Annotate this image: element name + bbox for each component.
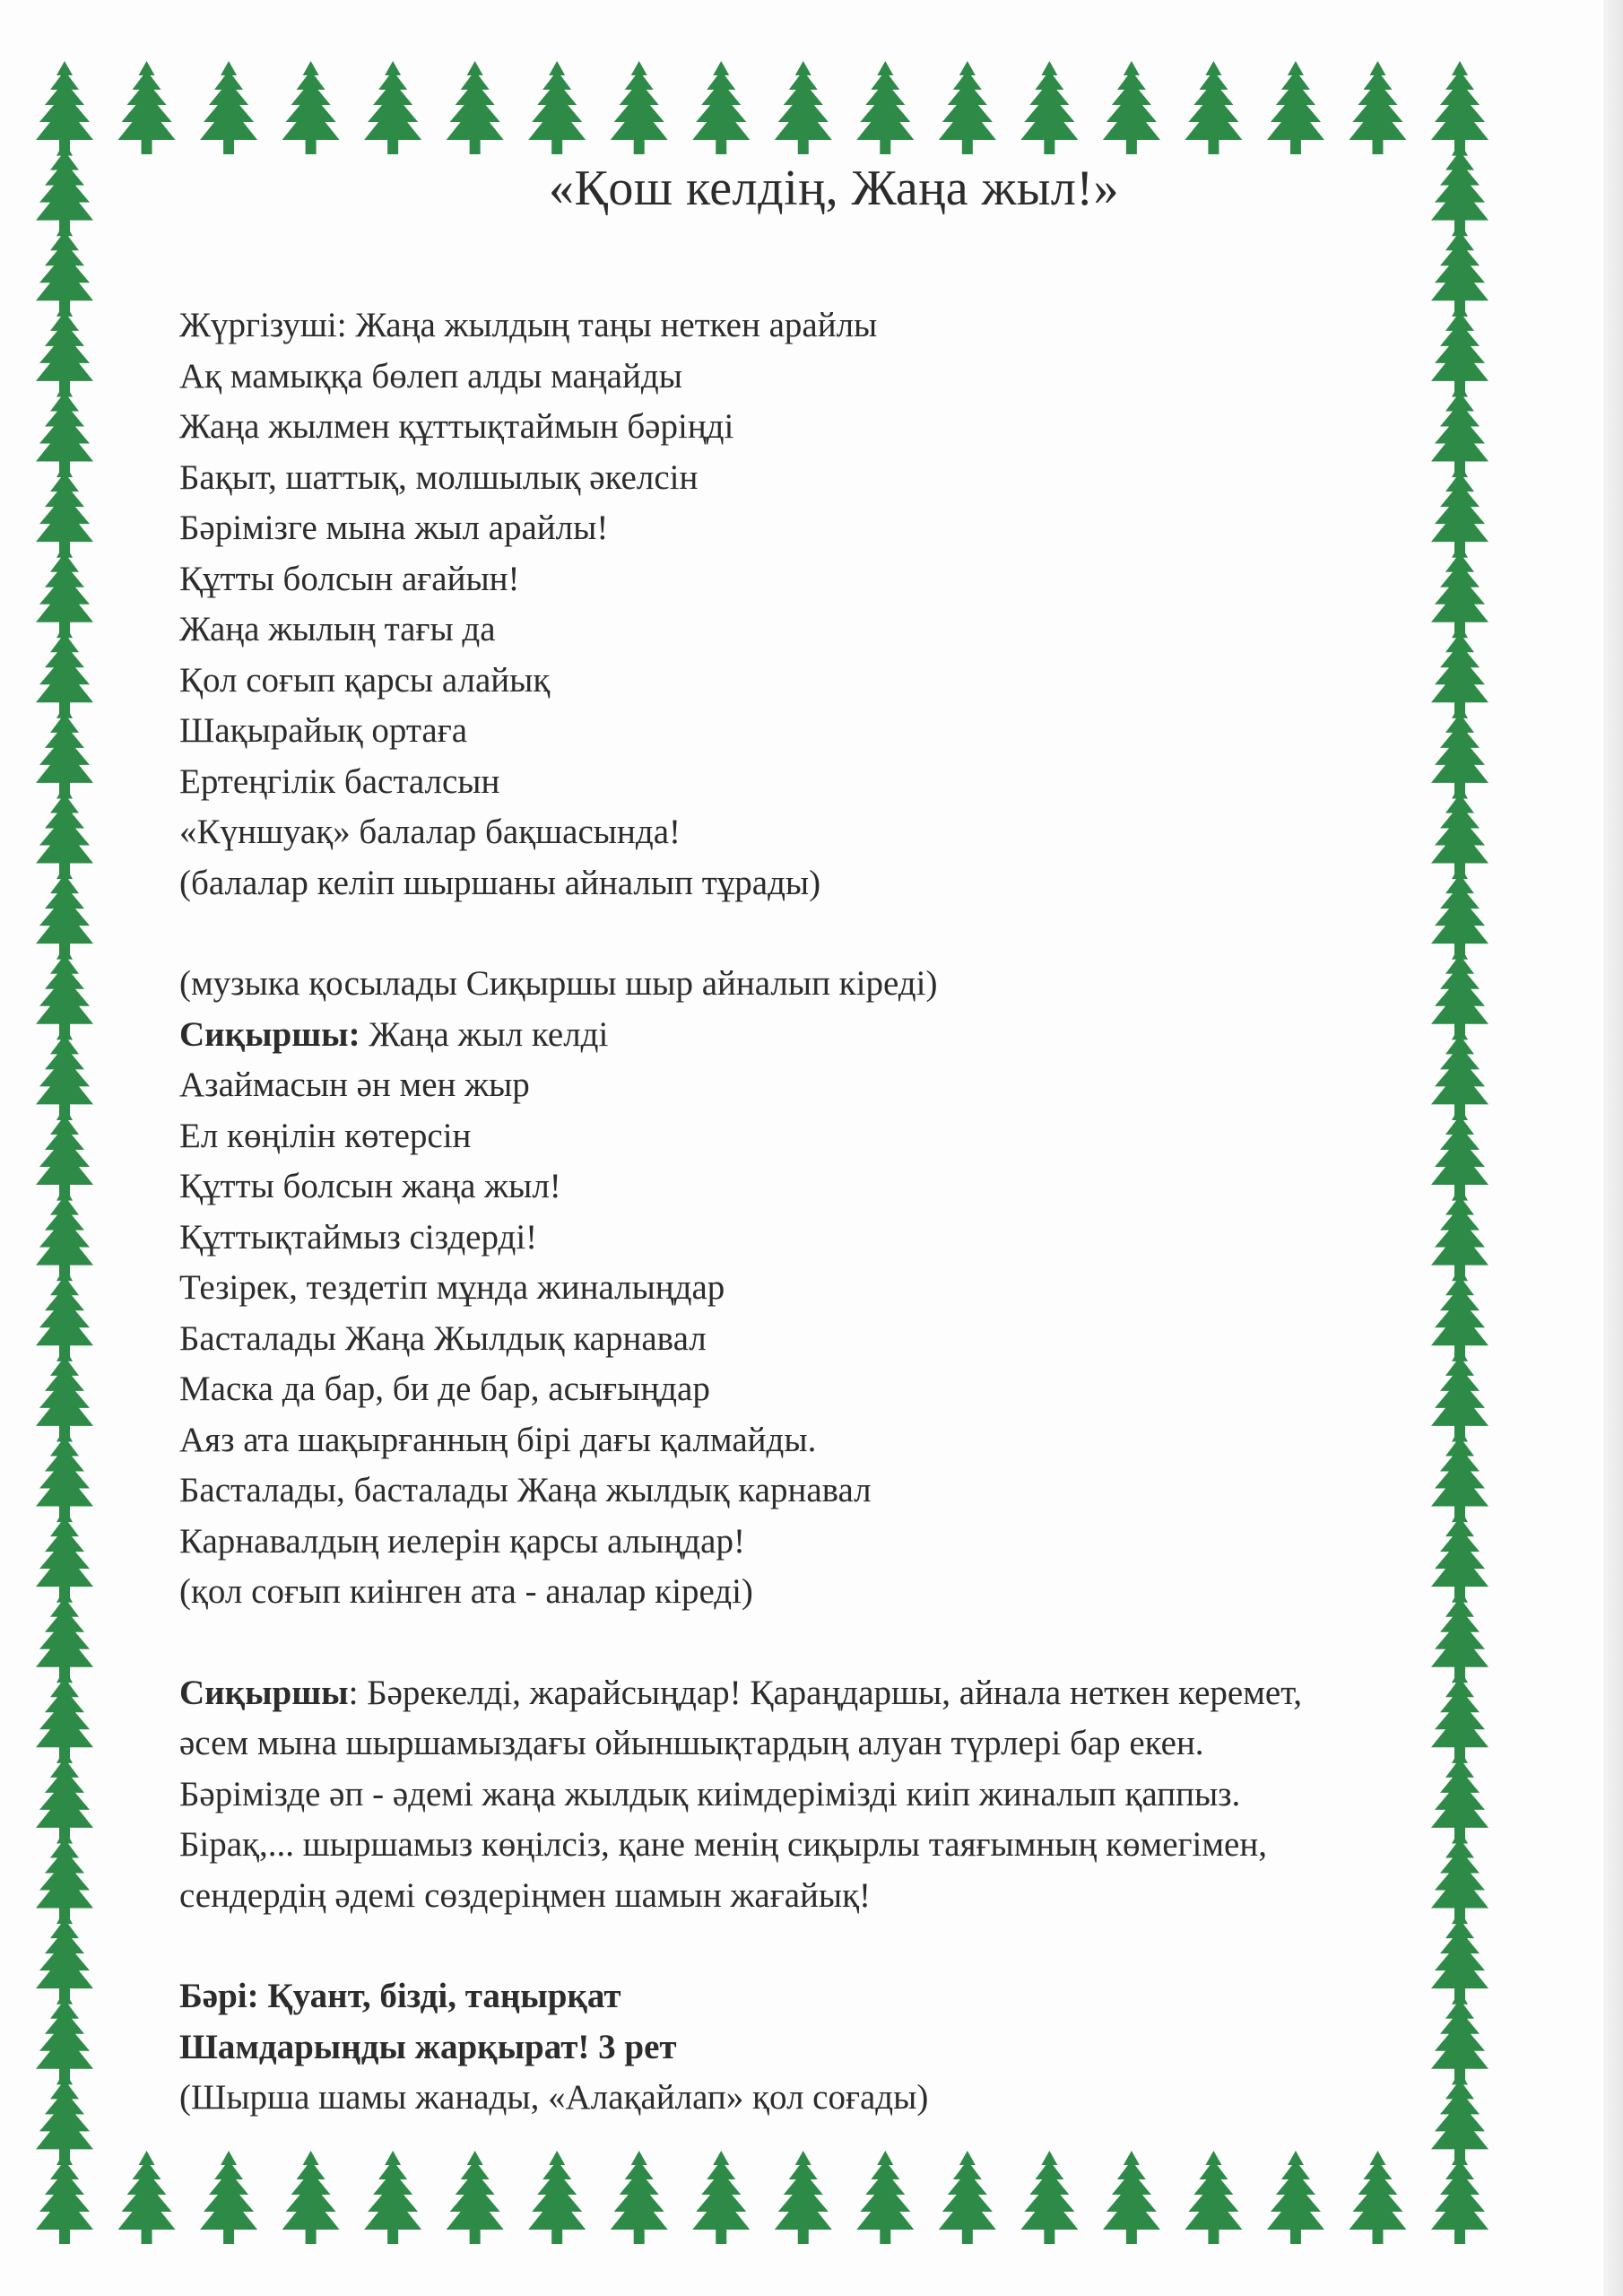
speaker-line — [179, 1010, 1453, 1061]
speaker-label: Бәрі — [179, 1977, 247, 2015]
text-line: Басталады Жаңа Жылдық карнавал — [179, 1318, 707, 1358]
text-line: Бақыт, шаттық, молшылық әкелсін — [179, 457, 699, 497]
fir-tree-icon — [1103, 61, 1160, 154]
text-line: Жаңа жылмен құттықтаймын бәріңді — [179, 407, 734, 446]
text-line: Ақ мамыққа бөлеп алды маңайды — [179, 356, 682, 396]
text-line: Жаңа жылың тағы да — [179, 610, 496, 648]
fir-tree-icon — [528, 61, 586, 154]
fir-tree-icon — [1185, 61, 1242, 154]
fir-tree-icon — [36, 2151, 93, 2244]
fir-tree-icon — [36, 1990, 93, 2083]
fir-tree-icon — [36, 142, 93, 235]
text-line: Шамдарыңды жарқырат! 3 рет — [179, 2027, 677, 2066]
fir-tree-icon — [36, 2070, 93, 2163]
fir-tree-icon — [36, 945, 93, 1039]
fir-tree-icon — [36, 1588, 93, 1682]
fir-tree-icon — [36, 61, 93, 154]
fir-tree-icon — [36, 222, 93, 315]
speaker-text: : Қуант, бізді, таңырқат — [247, 1977, 621, 2015]
text-line: Құттықтаймыз сіздерді! — [179, 1217, 538, 1257]
text-line: Маска да бар, би де бар, асығыңдар — [179, 1370, 710, 1408]
fir-tree-icon — [36, 1187, 93, 1280]
speaker-line — [179, 1971, 1453, 2022]
text-line: әсем мына шыршамыздағы ойыншықтардың алуан түрлері бар екен. — [179, 1724, 1204, 1762]
stanza-3 — [179, 1668, 1453, 1922]
text-line: Азаймасын ән мен жыр — [179, 1065, 530, 1104]
fir-tree-icon — [1349, 61, 1406, 154]
fir-tree-icon — [36, 623, 93, 717]
fir-tree-icon — [36, 463, 93, 556]
stage-direction: (Шырша шамы жанады, «Алақайлап» қол соғады) — [179, 2078, 929, 2117]
fir-tree-icon — [36, 1749, 93, 1842]
stage-direction: (музыка қосылады Сиқыршы шыр айналып кіреді) — [179, 964, 938, 1003]
text-line: «Күншуақ» балалар бақшасында! — [179, 813, 681, 851]
fir-tree-icon — [856, 61, 914, 154]
fir-tree-icon — [282, 61, 340, 154]
text-line: сендердің әдемі сөздеріңмен шамын жағайық! — [179, 1875, 872, 1915]
fir-tree-icon — [611, 61, 668, 154]
fir-tree-icon — [36, 544, 93, 637]
fir-tree-icon — [118, 2151, 176, 2244]
fir-tree-icon — [36, 1830, 93, 1923]
page-title: «Қош келдің, Жаңа жыл!» — [549, 161, 1119, 216]
fir-tree-icon — [775, 61, 832, 154]
text-line: Жүргізуші: Жаңа жылдың таңы неткен арайлы — [179, 306, 878, 344]
fir-tree-icon — [36, 1347, 93, 1440]
speaker-line — [179, 1668, 1453, 1719]
fir-tree-icon — [1020, 61, 1078, 154]
fir-tree-icon — [36, 382, 93, 475]
fir-tree-icon — [36, 1668, 93, 1761]
fir-tree-icon — [118, 61, 176, 154]
fir-tree-icon — [36, 865, 93, 958]
speaker-text: : Бәрекелді, жарайсыңдар! Қараңдаршы, айнала неткен керемет, — [348, 1673, 1303, 1712]
fir-tree-icon — [36, 302, 93, 396]
fir-tree-icon — [939, 61, 996, 154]
fir-tree-icon — [200, 61, 257, 154]
stage-direction: (қол соғып киінген ата - аналар кіреді) — [179, 1572, 753, 1611]
text-line: Бәрімізде әп - әдемі жаңа жылдық киімдерімізді киіп жиналып қаппыз. — [179, 1774, 1241, 1813]
fir-tree-icon — [1431, 61, 1488, 154]
text-line: Құтты болсын ағайын! — [179, 559, 520, 598]
fir-tree-icon — [36, 1025, 93, 1118]
text-line: Құтты болсын жаңа жыл! — [179, 1167, 561, 1205]
fir-tree-icon — [36, 1427, 93, 1520]
fir-tree-icon — [36, 1106, 93, 1199]
speaker-label: Сиқыршы — [179, 1673, 349, 1712]
fir-tree-icon — [36, 1266, 93, 1360]
fir-tree-icon — [36, 785, 93, 878]
fir-tree-icon — [36, 704, 93, 797]
text-line: Шақырайық ортаға — [179, 711, 468, 750]
fir-tree-icon — [1267, 61, 1324, 154]
text-line: Басталады, басталады Жаңа жылдық карнавал — [179, 1471, 872, 1509]
stanza-4 — [179, 1971, 1453, 2124]
stage-direction: (балалар келіп шыршаны айналып тұрады) — [179, 863, 821, 902]
text-line: Карнавалдың иелерін қарсы алыңдар! — [179, 1521, 745, 1561]
text-line: Ертеңгілік басталсын — [179, 761, 500, 801]
document-body — [179, 157, 1453, 2174]
text-line: Тезірек, тездетіп мұнда жиналыңдар — [179, 1268, 725, 1307]
text-line: Ел көңілін көтерсін — [179, 1116, 472, 1155]
text-line: Бірақ,... шыршамыз көңілсіз, қане менің сиқырлы таяғымның көмегімен, — [179, 1825, 1267, 1864]
text-line: Қол соғып қарсы алайық — [179, 660, 551, 700]
stanza-2 — [179, 959, 1453, 1618]
fir-tree-icon — [36, 1508, 93, 1601]
scan-edge — [1603, 0, 1623, 2296]
fir-tree-icon — [447, 61, 504, 154]
speaker-text: Жаңа жыл келді — [360, 1014, 609, 1054]
speaker-label: Сиқыршы: — [179, 1014, 360, 1054]
fir-tree-icon — [36, 1909, 93, 2003]
text-line: Аяз ата шақырғанның бірі дағы қалмайды. — [179, 1420, 817, 1459]
text-line: Бәрімізге мына жыл арайлы! — [179, 509, 609, 547]
fir-tree-icon — [692, 61, 750, 154]
stanza-1 — [179, 300, 1453, 909]
fir-tree-icon — [364, 61, 421, 154]
